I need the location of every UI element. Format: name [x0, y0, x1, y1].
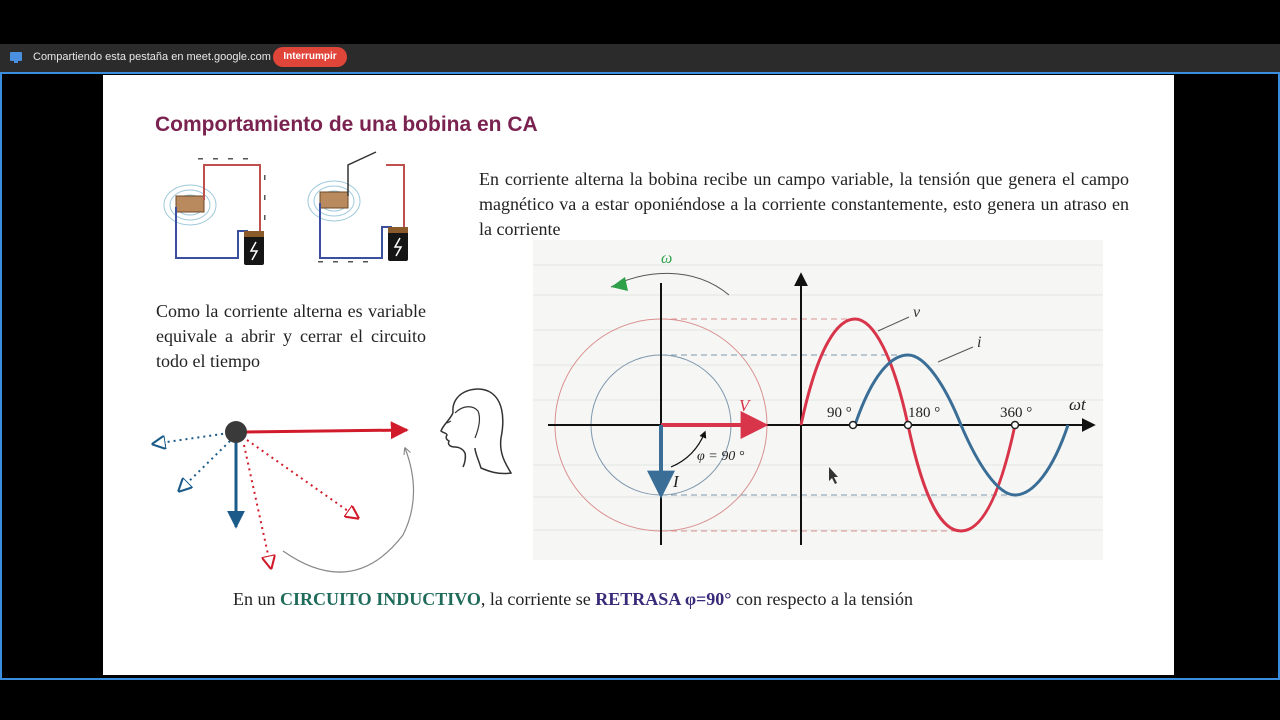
voltage-phasor-label: V: [739, 396, 750, 415]
top-black-bar: [0, 0, 1280, 44]
phasor-waveform-diagram: [533, 235, 1103, 560]
wt-axis-label: ωt: [1069, 395, 1086, 414]
circuit-type-highlight: CIRCUITO INDUCTIVO: [280, 589, 481, 609]
switching-explanation: Como la corriente alterna es variable equivale a abrir y cerrar el circuito todo el tiempo: [156, 301, 426, 371]
closed-coil-circuit: [164, 158, 266, 265]
current-phasor-label: I: [673, 472, 679, 491]
slide-title: Comportamiento de una bobina en CA: [155, 113, 538, 136]
phase-angle-label: φ = 90 °: [697, 449, 745, 464]
current-curve-label: i: [977, 334, 982, 351]
presentation-slide: [103, 75, 1174, 675]
screen-share-icon: [10, 52, 22, 61]
conclusion-sentence: [233, 589, 913, 610]
tick-label-180: 180 °: [908, 405, 941, 421]
stop-sharing-button[interactable]: Interrumpir: [273, 47, 347, 67]
share-status-text: Compartiendo esta pestaña en meet.google.com: [33, 51, 271, 63]
intro-paragraph: En corriente alterna la bobina recibe un campo variable, la tensión que genera el campo magnético va a estar oponiéndose a la corriente constantemente, esto genera un atraso en la corriente: [479, 169, 1129, 239]
tick-label-360: 360 °: [1000, 405, 1033, 421]
conclusion-part-1: En un: [233, 589, 280, 609]
conclusion-part-3: con respecto a la tensión: [731, 589, 913, 609]
phase-lag-highlight: RETRASA φ=90°: [595, 589, 732, 609]
woman-face-icon: [433, 383, 513, 478]
open-coil-circuit: [308, 152, 408, 263]
coil-circuits-illustration: [158, 155, 418, 270]
conclusion-part-2: , la corriente se: [480, 589, 596, 609]
omega-label: ω: [661, 250, 673, 267]
tick-label-90: 90 °: [827, 405, 852, 421]
voltage-curve-label: v: [913, 304, 921, 321]
